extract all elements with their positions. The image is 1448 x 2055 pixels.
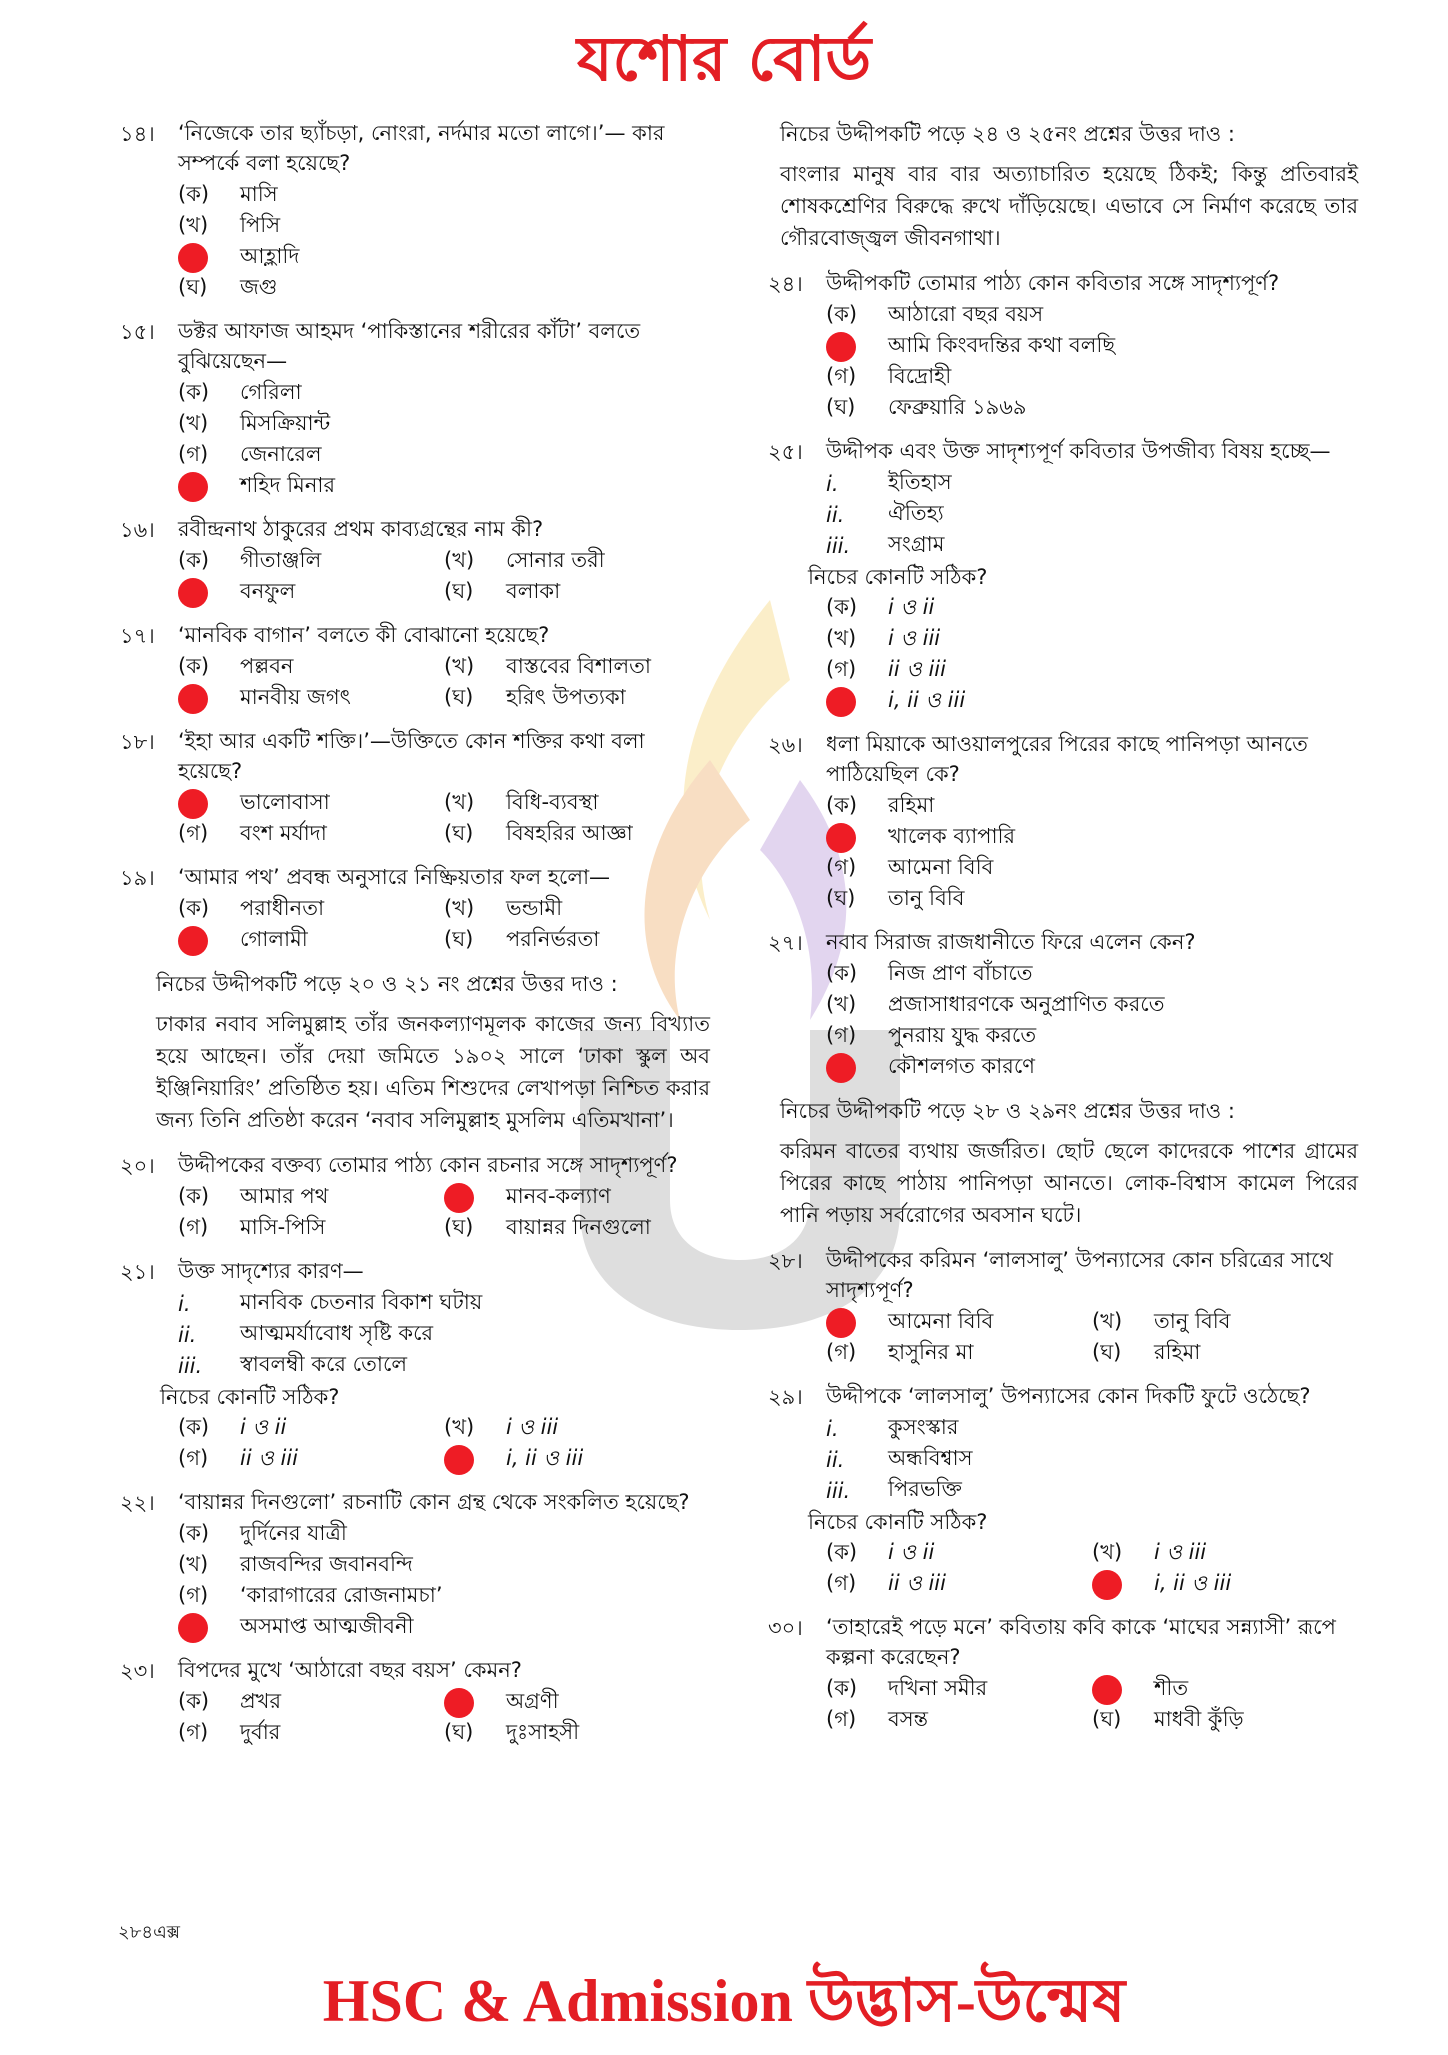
question-text: উক্ত সাদৃশ্যের কারণ— — [178, 1259, 364, 1283]
option-c: (গ) পুনরায় যুদ্ধ করতে — [826, 1023, 1037, 1047]
option-d-correct: কৌশলগত কারণে — [826, 1052, 1358, 1083]
answer-marker-icon — [178, 926, 208, 956]
option-c: (গ) বংশ মর্যাদা — [178, 821, 327, 845]
option-b: (খ) বাস্তবের বিশালতা — [444, 654, 651, 678]
option-c: (গ) দুর্বার — [178, 1720, 281, 1744]
option-c: (গ) বসন্ত — [826, 1707, 929, 1731]
option-d: (ঘ) দুঃসাহসী — [444, 1720, 580, 1744]
answer-marker-icon — [178, 472, 208, 502]
which-correct-prompt: নিচের কোনটি সঠিক? — [808, 1510, 988, 1534]
option-b-correct: মানব-কল্যাণ — [444, 1182, 710, 1213]
option-d: (ঘ) তানু বিবি — [826, 886, 965, 910]
statement-i: i. মানবিক চেতনার বিকাশ ঘটায় — [178, 1290, 483, 1316]
answer-marker-icon — [826, 687, 856, 717]
option-c: (গ) ii ও iii — [178, 1446, 298, 1470]
question-number: ২৩। — [120, 1659, 155, 1683]
option-d: (ঘ) মাধবী কুঁড়ি — [1092, 1707, 1244, 1731]
option-a: (ক) গেরিলা — [178, 380, 302, 404]
question-18 — [120, 726, 710, 850]
option-c-correct: বনফুল — [178, 577, 444, 608]
option-c: (গ) ii ও iii — [826, 1571, 946, 1595]
option-a: (ক) মাসি — [178, 182, 278, 206]
option-a: (ক) রহিমা — [826, 793, 935, 817]
passage-text: ঢাকার নবাব সলিমুল্লাহ তাঁর জনকল্যাণমূলক কাজের জন্য বিখ্যাত হয়ে আছেন। তাঁর দেয়া জমিতে ১৯০২ সালে ‘ঢাকা স্কুল অব ইঞ্জিনিয়ারিং’ প্রতিষ্ঠিত হয়। এতিম শিশুদের লেখাপড়া নিশ্চিত করার জন্য তিনি প্রতিষ্ঠা করেন ‘নবাব সলিমুল্লাহ মুসলিম এতিমখানা’। — [156, 1012, 710, 1132]
question-number: ২১। — [120, 1260, 155, 1284]
option-a: (ক) গীতাঞ্জলি — [178, 548, 322, 572]
option-b: (খ) প্রজাসাধারণকে অনুপ্রাণিত করতে — [826, 992, 1165, 1016]
answer-marker-icon — [1092, 1675, 1122, 1705]
question-text: ‘নিজেকে তার ছ্যাঁচড়া, নোংরা, নর্দমার মতো লাগে।’— কার সম্পর্কে বলা হয়েছে? — [178, 121, 665, 175]
question-text: ‘মানবিক বাগান’ বলতে কী বোঝানো হয়েছে? — [178, 623, 550, 647]
option-c: (গ) হাসুনির মা — [826, 1340, 974, 1364]
footer-brand: HSC & Admission উদ্ভাস-উন্মেষ — [322, 1968, 1126, 2034]
question-text: ‘আমার পথ’ প্রবন্ধ অনুসারে নিষ্ক্রিয়তার ফল হলো— — [178, 865, 611, 889]
option-a: (ক) দখিনা সমীর — [826, 1676, 988, 1700]
option-b: (খ) i ও iii — [826, 626, 941, 650]
option-b-correct: শীত — [1092, 1674, 1358, 1705]
question-26 — [768, 729, 1358, 915]
option-a: (ক) i ও ii — [178, 1415, 287, 1439]
question-27 — [768, 927, 1358, 1083]
answer-marker-icon — [178, 578, 208, 608]
left-column — [120, 118, 710, 1761]
answer-marker-icon — [178, 243, 208, 273]
question-22 — [120, 1487, 710, 1643]
option-b-correct: আমি কিংবদন্তির কথা বলছি — [826, 331, 1358, 362]
passage-text: বাংলার মানুষ বার বার অত্যাচারিত হয়েছে ঠিকই; কিন্তু প্রতিবারই শোষকশ্রেণির বিরুদ্ধে রুখে দাঁড়িয়েছে। এভাবে সে নির্মাণ করেছে তার গৌরবোজ্জ্বল জীবনগাথা। — [780, 162, 1358, 250]
question-number: ২২। — [120, 1491, 155, 1515]
option-a: (ক) i ও ii — [826, 595, 935, 619]
question-number: ১৬। — [120, 518, 155, 542]
question-21 — [120, 1256, 710, 1475]
option-c: (গ) আমেনা বিবি — [826, 855, 994, 879]
which-correct-prompt: নিচের কোনটি সঠিক? — [160, 1385, 340, 1409]
question-text: উদ্দীপকের বক্তব্য তোমার পাঠ্য কোন রচনার সঙ্গে সাদৃশ্যপূর্ণ? — [178, 1153, 678, 1177]
question-15 — [120, 316, 710, 502]
option-b: (খ) বিধি-ব্যবস্থা — [444, 790, 599, 814]
question-number: ১৯। — [120, 866, 155, 890]
question-number: ৩০। — [768, 1616, 803, 1640]
option-d: (ঘ) রহিমা — [1092, 1340, 1201, 1364]
option-b: (খ) সোনার তরী — [444, 548, 605, 572]
option-d: (ঘ) বলাকা — [444, 579, 561, 603]
answer-marker-icon — [178, 1613, 208, 1643]
answer-marker-icon — [826, 332, 856, 362]
option-c: (গ) ‘কারাগারের রোজনামচা’ — [178, 1583, 443, 1607]
question-text: বিপদের মুখে ‘আঠারো বছর বয়স’ কেমন? — [178, 1658, 522, 1682]
right-column — [768, 118, 1358, 1748]
option-a: (ক) নিজ প্রাণ বাঁচাতে — [826, 961, 1033, 985]
question-text: উদ্দীপকটি তোমার পাঠ্য কোন কবিতার সঙ্গে সাদৃশ্যপূর্ণ? — [826, 271, 1280, 295]
answer-marker-icon — [444, 1688, 474, 1718]
question-23 — [120, 1655, 710, 1749]
option-b-correct: খালেক ব্যাপারি — [826, 822, 1358, 853]
passage-heading: নিচের উদ্দীপকটি পড়ে ২৪ ও ২৫নং প্রশ্নের উত্তর দাও : — [780, 122, 1235, 146]
question-text: উদ্দীপক এবং উক্ত সাদৃশ্যপূর্ণ কবিতার উপজীব্য বিষয় হচ্ছে— — [826, 439, 1331, 463]
question-28 — [768, 1245, 1358, 1369]
option-b: (খ) i ও iii — [444, 1415, 559, 1439]
statement-iii: iii. সংগ্রাম — [826, 532, 945, 558]
option-c-correct: মানবীয় জগৎ — [178, 683, 444, 714]
option-a-correct: ভালোবাসা — [178, 788, 444, 819]
question-number: ১৪। — [120, 122, 155, 146]
question-number: ১৮। — [120, 730, 155, 754]
which-correct-prompt: নিচের কোনটি সঠিক? — [808, 565, 988, 589]
statement-ii: ii. অন্ধবিশ্বাস — [826, 1446, 973, 1472]
question-number: ২৪। — [768, 272, 803, 296]
option-c: (গ) ii ও iii — [826, 657, 946, 681]
option-d-correct: i, ii ও iii — [444, 1444, 710, 1475]
question-number: ১৫। — [120, 320, 155, 344]
answer-marker-icon — [444, 1183, 474, 1213]
answer-marker-icon — [826, 823, 856, 853]
question-text: ধলা মিয়াকে আওয়ালপুরের পিরের কাছে পানিপড়া আনতে পাঠিয়েছিল কে? — [826, 732, 1308, 786]
option-a: (ক) পল্লবন — [178, 654, 294, 678]
question-number: ২৬। — [768, 733, 803, 757]
option-d: (ঘ) বায়ান্নর দিনগুলো — [444, 1215, 651, 1239]
answer-marker-icon — [826, 1308, 856, 1338]
option-a-correct: আমেনা বিবি — [826, 1307, 1092, 1338]
answer-marker-icon — [1092, 1570, 1122, 1600]
option-b: (খ) মিসক্রিয়ান্ট — [178, 411, 331, 435]
option-a: (ক) আঠারো বছর বয়স — [826, 302, 1044, 326]
question-number: ২৭। — [768, 931, 803, 955]
option-a: (ক) প্রখর — [178, 1689, 282, 1713]
question-number: ২৯। — [768, 1385, 803, 1409]
option-d-correct: i, ii ও iii — [1092, 1569, 1358, 1600]
option-b-correct: অগ্রণী — [444, 1687, 710, 1718]
option-c: (গ) বিদ্রোহী — [826, 364, 952, 388]
statement-i: i. কুসংস্কার — [826, 1415, 959, 1441]
answer-marker-icon — [826, 1053, 856, 1083]
page-number: ২৮৪এক্স — [118, 1922, 180, 1943]
question-16 — [120, 514, 710, 608]
answer-marker-icon — [178, 684, 208, 714]
question-text: নবাব সিরাজ রাজধানীতে ফিরে এলেন কেন? — [826, 930, 1196, 954]
statement-iii: iii. পিরভক্তি — [826, 1477, 962, 1503]
question-24 — [768, 268, 1358, 424]
option-c-correct: আহ্লাদি — [178, 242, 710, 273]
option-d-correct: শহিদ মিনার — [178, 471, 710, 502]
question-text: ডক্টর আফাজ আহমদ ‘পাকিস্তানের শরীরের কাঁটা’ বলতে বুঝিয়েছেন— — [178, 319, 641, 373]
question-number: ২০। — [120, 1154, 155, 1178]
option-c: (গ) জেনারেল — [178, 442, 322, 466]
option-a: (ক) আমার পথ — [178, 1184, 329, 1208]
statement-iii: iii. স্বাবলম্বী করে তোলে — [178, 1352, 408, 1378]
statement-ii: ii. আত্মমর্যাবোধ সৃষ্টি করে — [178, 1321, 434, 1347]
option-d-correct: অসমাপ্ত আত্মজীবনী — [178, 1612, 710, 1643]
question-25 — [768, 436, 1358, 717]
question-number: ২৫। — [768, 440, 803, 464]
question-text: ‘তাহারেই পড়ে মনে’ কবিতায় কবি কাকে ‘মাঘের সন্ন্যাসী’ রূপে কল্পনা করেছেন? — [826, 1615, 1336, 1669]
option-a: (ক) i ও ii — [826, 1540, 935, 1564]
statement-ii: ii. ঐতিহ্য — [826, 501, 944, 527]
question-14 — [120, 118, 710, 304]
answer-marker-icon — [444, 1445, 474, 1475]
option-d: (ঘ) জগু — [178, 275, 278, 299]
option-a: (ক) দুর্দিনের যাত্রী — [178, 1521, 347, 1545]
question-text: রবীন্দ্রনাথ ঠাকুরের প্রথম কাব্যগ্রন্থের নাম কী? — [178, 517, 544, 541]
passage-heading: নিচের উদ্দীপকটি পড়ে ২৮ ও ২৯নং প্রশ্নের উত্তর দাও : — [780, 1099, 1235, 1123]
question-number: ২৮। — [768, 1249, 803, 1273]
question-20 — [120, 1150, 710, 1244]
passage-text: করিমন বাতের ব্যথায় জর্জরিত। ছোট ছেলে কাদেরকে পাশের গ্রামের পিরের কাছে পাঠায় পানিপড়া আনতে। লোক-বিশ্বাস কামেল পিরের পানি পড়ায় সর্বরোগের অবসান ঘটে। — [780, 1139, 1358, 1227]
statement-i: i. ইতিহাস — [826, 470, 952, 496]
option-b: (খ) পিসি — [178, 213, 281, 237]
question-30 — [768, 1612, 1358, 1736]
question-text: উদ্দীপকে ‘লালসালু’ উপন্যাসের কোন দিকটি ফুটে ওঠেছে? — [826, 1384, 1311, 1408]
option-d-correct: i, ii ও iii — [826, 686, 1358, 717]
option-d: (ঘ) পরনির্ভরতা — [444, 927, 600, 951]
option-c-correct: গোলামী — [178, 925, 444, 956]
option-a: (ক) পরাধীনতা — [178, 896, 325, 920]
option-d: (ঘ) বিষহরির আজ্ঞা — [444, 821, 633, 845]
question-text: ‘ইহা আর একটি শক্তি।’—উক্তিতে কোন শক্তির কথা বলা হয়েছে? — [178, 729, 645, 783]
option-b: (খ) i ও iii — [1092, 1540, 1207, 1564]
question-text: ‘বায়ান্নর দিনগুলো’ রচনাটি কোন গ্রন্থ থেকে সংকলিত হয়েছে? — [178, 1490, 690, 1514]
option-b: (খ) ভন্ডামী — [444, 896, 563, 920]
option-c: (গ) মাসি-পিসি — [178, 1215, 326, 1239]
question-text: উদ্দীপকের করিমন ‘লালসালু’ উপন্যাসের কোন চরিত্রের সাথে সাদৃশ্যপূর্ণ? — [826, 1248, 1334, 1302]
answer-marker-icon — [178, 789, 208, 819]
passage-heading: নিচের উদ্দীপকটি পড়ে ২০ ও ২১ নং প্রশ্নের উত্তর দাও : — [156, 972, 618, 996]
option-b: (খ) রাজবন্দির জবানবন্দি — [178, 1552, 413, 1576]
option-b: (খ) তানু বিবি — [1092, 1309, 1231, 1333]
question-number: ১৭। — [120, 624, 155, 648]
question-29 — [768, 1381, 1358, 1600]
option-d: (ঘ) হরিৎ উপত্যকা — [444, 685, 626, 709]
question-19 — [120, 862, 710, 956]
option-d: (ঘ) ফেব্রুয়ারি ১৯৬৯ — [826, 395, 1027, 419]
board-title: যশোর বোর্ড — [576, 22, 872, 95]
question-17 — [120, 620, 710, 714]
